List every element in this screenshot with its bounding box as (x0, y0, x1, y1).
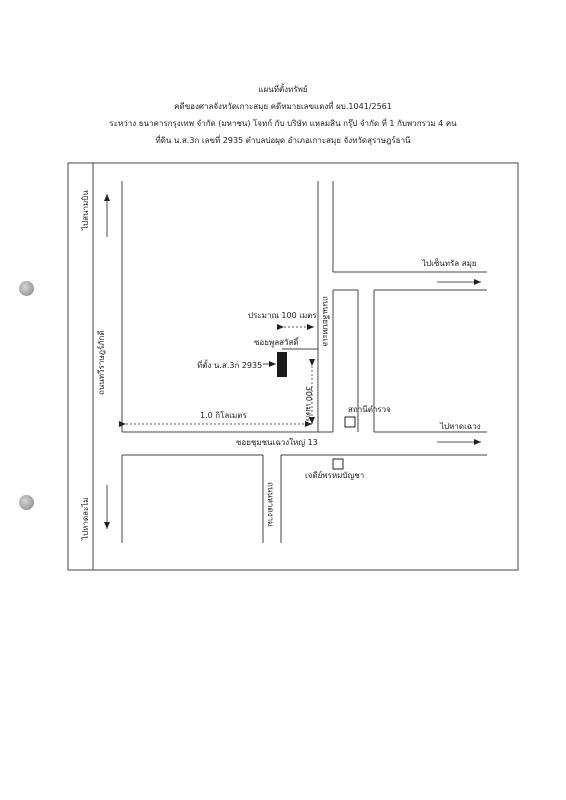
property-marker (277, 352, 287, 377)
label-police-station: สถานีตำรวจ (348, 405, 391, 414)
label-shrine: เจดีย์พรหมบัญชา (305, 471, 365, 480)
label-main-road: ถนนทวีราษฎร์ภักดี (97, 330, 106, 395)
label-distance-100: ประมาณ 100 เมตร (248, 311, 317, 320)
map-title: แผนที่ตั้งทรัพย์ (258, 85, 308, 94)
police-station-icon (345, 417, 355, 427)
label-distance-300: 300 เมตร (304, 386, 313, 422)
label-soi-phun-sawat: ซอยพูลสวัสดิ์ (254, 338, 299, 347)
label-distance-1km: 1.0 กิโลเมตร (200, 411, 247, 420)
label-coastal-road: ถนนเลียบทะเล (321, 296, 330, 347)
label-hat-ngam-road: ถนนหาดงาม (266, 482, 275, 527)
label-to-lamai: ไปหาดละไม (81, 497, 90, 540)
shrine-icon (333, 459, 343, 469)
case-parties: ระหว่าง ธนาคารกรุงเทพ จำกัด (มหาชน) โจทก์ กับ บริษัท แหลมสิน กรุ๊ป จำกัด ที่ 1 กับพวกรวม 4 คน (109, 119, 457, 128)
label-to-airport: ไปสนามบิน (81, 190, 90, 230)
map-frame (68, 163, 518, 570)
label-to-chaweng: ไปหาดเฉวง (440, 422, 481, 431)
label-soi-13: ซอยชุมชนเฉวงใหญ่ 13 (236, 438, 318, 447)
case-number: คดีของศาลจังหวัดเกาะสมุย คดีหมายเลขแดงที่ ผบ.1041/2561 (174, 102, 392, 111)
label-to-central: ไปเซ็นทรัล สมุย (422, 259, 477, 268)
land-location: ที่ดิน น.ส.3ก เลขที่ 2935 ตำบลบ่อผุด อำเภอเกาะสมุย จังหวัดสุราษฎร์ธานี (155, 136, 411, 145)
label-property: ที่ตั้ง น.ส.3ก 2935 (197, 361, 263, 370)
